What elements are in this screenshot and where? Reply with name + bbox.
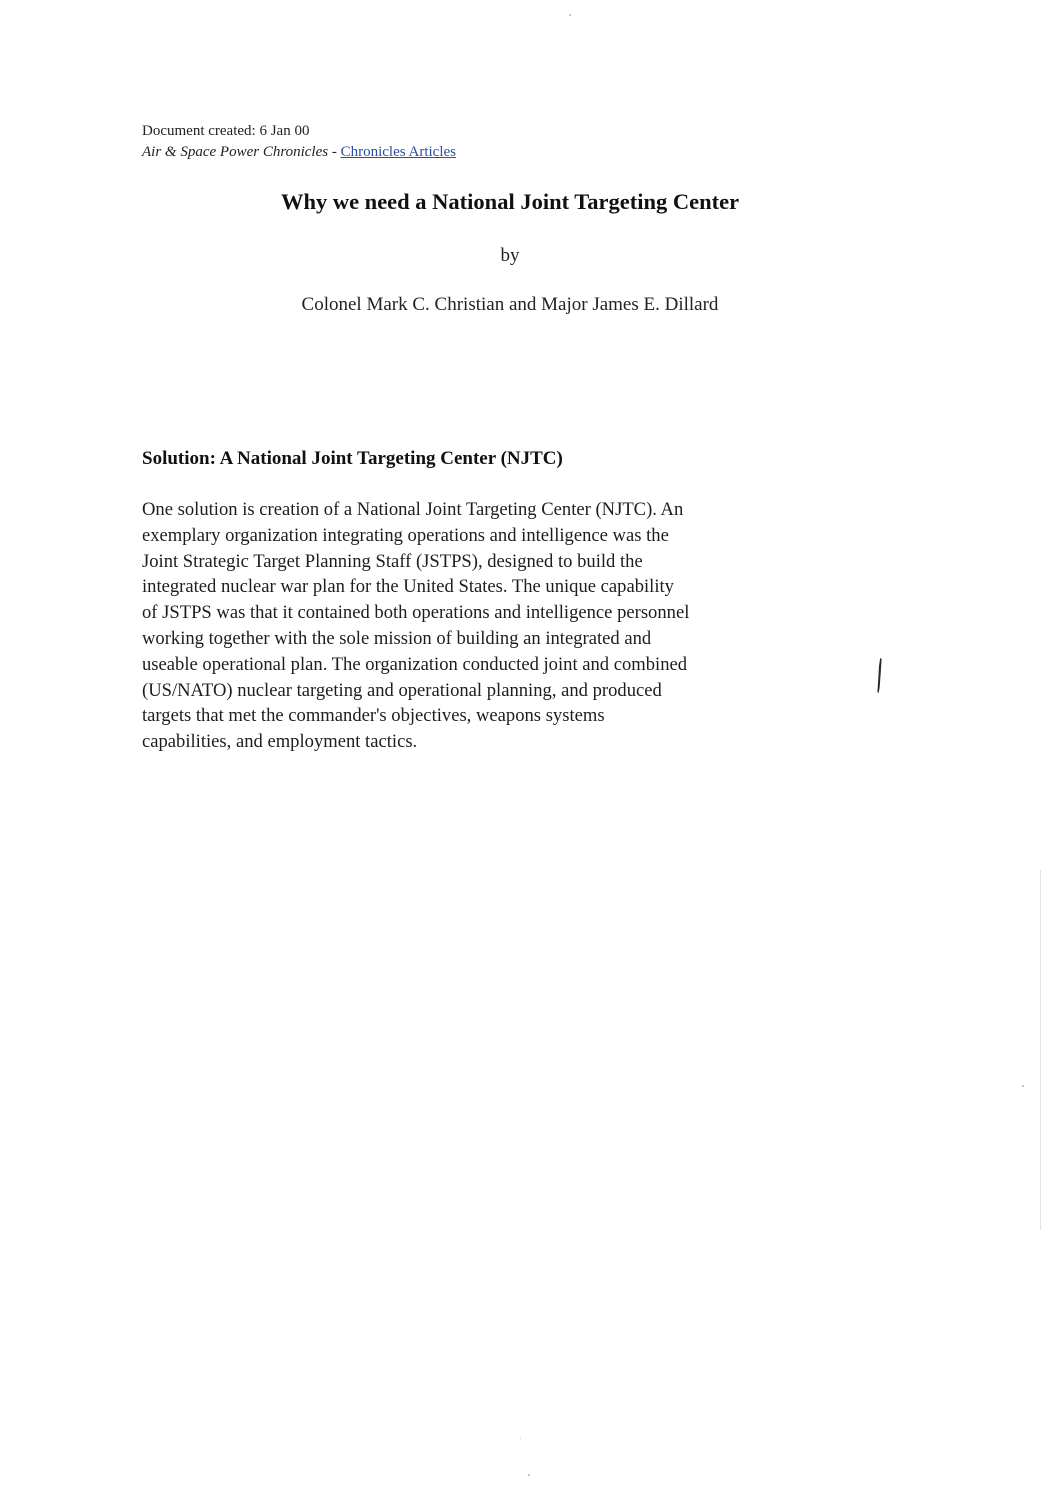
source-line: [142, 142, 456, 163]
scan-speck: [528, 1474, 530, 1476]
section-paragraph: [142, 497, 902, 755]
scan-speck: [1022, 1085, 1024, 1087]
paragraph-line: capabilities, and employment tactics.: [142, 731, 418, 753]
scan-speck: [569, 14, 571, 16]
source-separator: -: [328, 144, 341, 160]
paragraph-line: targets that met the commander's objectives, weapons systems: [142, 705, 605, 727]
document-meta: [142, 121, 456, 163]
paragraph-line: of JSTPS was that it contained both operations and intelligence personnel: [142, 602, 690, 624]
paragraph-line: integrated nuclear war plan for the United States. The unique capability: [142, 576, 674, 598]
scan-edge-line: [1040, 870, 1041, 1230]
scan-speck: [520, 1438, 521, 1439]
paragraph-line: One solution is creation of a National Joint Targeting Center (NJTC). An: [142, 499, 684, 520]
article-title: Why we need a National Joint Targeting Center: [280, 189, 740, 214]
paragraph-line: working together with the sole mission of building an integrated and: [142, 627, 652, 649]
byline-authors: Colonel Mark C. Christian and Major James E. Dillard: [301, 294, 719, 315]
document-created-date: Document created: 6 Jan 00: [142, 123, 310, 139]
margin-pen-mark: [877, 658, 882, 693]
byline-by: by: [500, 245, 520, 266]
paragraph-line: Joint Strategic Target Planning Staff (JSTPS), designed to build the: [142, 550, 643, 572]
section-heading: Solution: A National Joint Targeting Center (NJTC): [142, 448, 563, 469]
paragraph-line: exemplary organization integrating operations and intelligence was the: [142, 524, 669, 546]
publication-name: Air & Space Power Chronicles: [142, 144, 329, 160]
paragraph-line: useable operational plan. The organization conducted joint and combined: [142, 653, 688, 675]
chronicles-articles-link[interactable]: Chronicles Articles: [340, 144, 456, 160]
paragraph-line: (US/NATO) nuclear targeting and operational planning, and produced: [142, 679, 662, 701]
